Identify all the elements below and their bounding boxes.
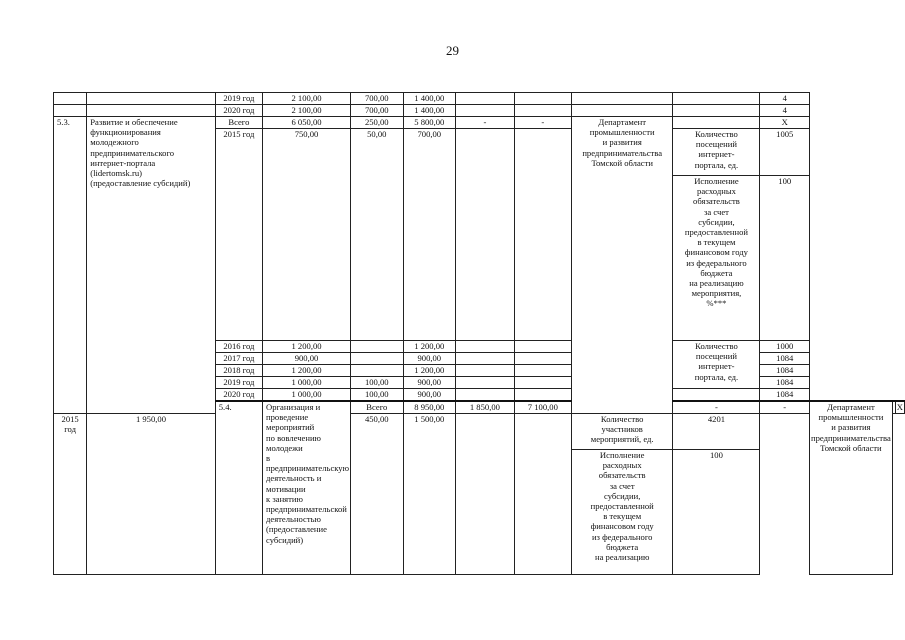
federal-cell: 700,00 xyxy=(351,105,404,117)
year-cell: 2016 год xyxy=(215,341,262,353)
value-cell: 100 xyxy=(673,450,760,575)
indicator-cell: Исполнение расходных обязательств за счет субсидии, предоставленной в текущем финансовом году из федерального бюджета на реализацию мероприятия, %*** xyxy=(673,176,760,341)
federal-cell: 100,00 xyxy=(351,377,404,389)
regional-cell: 1 400,00 xyxy=(403,93,456,105)
federal-cell xyxy=(351,353,404,365)
year-cell: Всего xyxy=(215,117,262,129)
table-row xyxy=(54,93,905,105)
page-number: 29 xyxy=(446,43,459,58)
year-cell: 2015 год xyxy=(54,414,87,575)
other-cell: - xyxy=(760,401,810,414)
local-cell: - xyxy=(673,401,760,414)
federal-cell: 50,00 xyxy=(351,129,404,341)
year-cell: Всего xyxy=(351,401,404,414)
total-cell: 1 000,00 xyxy=(263,389,351,402)
year-cell: 2018 год xyxy=(215,365,262,377)
total-cell: 8 950,00 xyxy=(403,401,456,414)
value-cell: 1084 xyxy=(760,377,810,389)
regional-cell: 900,00 xyxy=(403,377,456,389)
year-cell: 2017 год xyxy=(215,353,262,365)
indicator-cell: Количество посещений интернет- портала, ед. xyxy=(673,129,760,176)
executor-cell: Департамент промышленности и развития предпринимательства Томской области xyxy=(571,117,673,414)
total-cell: 900,00 xyxy=(263,353,351,365)
table-row xyxy=(54,414,905,450)
value-cell: 1084 xyxy=(760,353,810,365)
value-cell: 1005 xyxy=(760,129,810,176)
federal-cell: 1 850,00 xyxy=(456,401,515,414)
regional-cell: 900,00 xyxy=(403,389,456,402)
executor-cell: Департамент промышленности и развития предпринимательства Томской области xyxy=(810,401,893,575)
value-cell: 100 xyxy=(760,176,810,341)
total-cell: 1 000,00 xyxy=(263,377,351,389)
value-cell: 4 xyxy=(760,105,810,117)
indicator-cell: Количество посещений интернет- портала, ед. xyxy=(673,341,760,389)
year-cell: 2015 год xyxy=(215,129,262,341)
total-cell: 750,00 xyxy=(263,129,351,341)
total-cell: 2 100,00 xyxy=(263,105,351,117)
value-cell: 4 xyxy=(760,93,810,105)
regional-cell: 7 100,00 xyxy=(514,401,571,414)
regional-cell: 900,00 xyxy=(403,353,456,365)
value-cell: X xyxy=(760,117,810,129)
federal-cell: 450,00 xyxy=(351,414,404,575)
item-number: 5.4. xyxy=(215,401,262,575)
federal-cell xyxy=(351,341,404,353)
indicator-cell: Количество участников мероприятий, ед. xyxy=(571,414,673,450)
regional-cell: 1 400,00 xyxy=(403,105,456,117)
regional-cell: 1 200,00 xyxy=(403,341,456,353)
federal-cell: 100,00 xyxy=(351,389,404,402)
local-cell: - xyxy=(456,117,515,129)
value-cell: 1000 xyxy=(760,341,810,353)
federal-cell: 700,00 xyxy=(351,93,404,105)
table-row xyxy=(54,117,905,129)
item-number: 5.3. xyxy=(54,117,87,414)
year-cell: 2019 год xyxy=(215,377,262,389)
value-cell: 1084 xyxy=(760,365,810,377)
value-cell: X xyxy=(896,402,903,412)
table-row xyxy=(54,105,905,117)
regional-cell: 700,00 xyxy=(403,129,456,341)
year-cell: 2020 год xyxy=(215,389,262,402)
total-cell: 1 200,00 xyxy=(263,341,351,353)
program-table xyxy=(53,92,905,575)
other-cell: - xyxy=(514,117,571,129)
value-cell: 1084 xyxy=(760,389,810,402)
regional-cell: 1 200,00 xyxy=(403,365,456,377)
total-cell: 1 200,00 xyxy=(263,365,351,377)
regional-cell: 5 800,00 xyxy=(403,117,456,129)
federal-cell xyxy=(351,365,404,377)
total-cell: 2 100,00 xyxy=(263,93,351,105)
value-cell: 4201 xyxy=(673,414,760,450)
total-cell: 1 950,00 xyxy=(87,414,216,575)
federal-cell: 250,00 xyxy=(351,117,404,129)
item-title: Развитие и обеспечение функционирования молодежного предпринимательского интернет-портала (lidertomsk.ru) (предоставление субсидий) xyxy=(87,117,216,414)
regional-cell: 1 500,00 xyxy=(403,414,456,575)
year-cell: 2020 год xyxy=(215,105,262,117)
indicator-cell: Исполнение расходных обязательств за счет субсидии, предоставленной в текущем финансовом году из федерального бюджета на реализацию xyxy=(571,450,673,575)
year-cell: 2019 год xyxy=(215,93,262,105)
item-title: Организация и проведение мероприятий по вовлечению молодежи в предпринимательскую деятельность и мотивации к занятию предпринимательской деятельностью (предоставление субсидий) xyxy=(263,401,351,575)
total-cell: 6 050,00 xyxy=(263,117,351,129)
